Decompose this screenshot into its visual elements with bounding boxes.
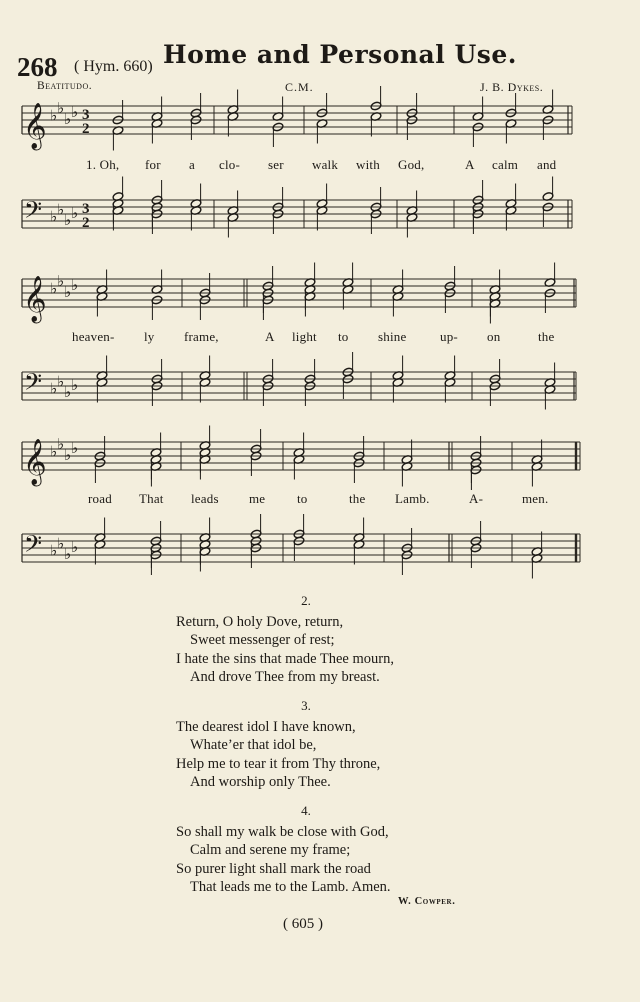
time-signature: 2	[82, 215, 90, 231]
treble-clef-icon: 𝄞	[23, 276, 47, 322]
stanza-number: 4.	[301, 803, 311, 818]
flat-sign: ♭	[71, 376, 79, 394]
flat-sign: ♭	[64, 110, 72, 128]
stanza-2	[176, 592, 436, 687]
lyric-syllable: ser	[268, 157, 284, 172]
bass-clef-icon: 𝄢	[24, 530, 43, 563]
lyric-syllable: heaven-	[72, 329, 115, 344]
flat-sign: ♭	[57, 200, 65, 219]
flat-sign: ♭	[50, 279, 58, 298]
lyric-syllable: a	[189, 157, 195, 172]
stanza-line: Return, O holy Dove, return,	[176, 613, 344, 630]
flat-sign: ♭	[64, 283, 72, 301]
author: W. Cowper.	[398, 896, 456, 907]
stanza-line: Calm and serene my frame;	[190, 842, 351, 859]
flat-sign: ♭	[64, 211, 72, 229]
time-signature: 3	[82, 107, 90, 123]
stanza-line: Whate’er that idol be,	[190, 737, 317, 754]
lyric-syllable: men.	[522, 491, 549, 506]
flat-sign: ♭	[64, 383, 72, 401]
lyric-syllable: the	[538, 329, 555, 344]
lyric-syllable: light	[292, 329, 317, 344]
section-title: Home and Personal Use.	[163, 40, 517, 69]
flat-sign: ♭	[50, 379, 58, 398]
lyric-syllable: Lamb.	[395, 491, 430, 506]
lyric-syllable: and	[537, 157, 557, 172]
lyric-syllable: to	[338, 329, 349, 344]
stanza-line: And drove Thee from my breast.	[190, 669, 380, 686]
stanza-line: I hate the sins that made Thee mourn,	[176, 650, 394, 667]
stanza-line: That leads me to the Lamb. Amen.	[190, 879, 391, 896]
flat-sign: ♭	[64, 545, 72, 563]
flat-sign: ♭	[50, 541, 58, 560]
flat-sign: ♭	[57, 435, 65, 453]
lyric-syllable: for	[145, 157, 161, 172]
flat-sign: ♭	[50, 106, 58, 125]
lyric-syllable: the	[349, 491, 366, 506]
lyric-syllable: on	[487, 329, 501, 344]
bass-clef-icon: 𝄢	[24, 368, 43, 401]
flat-sign: ♭	[50, 442, 58, 461]
lyric-syllable: 1. Oh,	[86, 157, 120, 172]
stanza-number: 3.	[301, 698, 311, 713]
flat-sign: ♭	[57, 272, 65, 290]
stanza-line: And worship only Thee.	[190, 774, 331, 791]
lyric-syllable: calm	[492, 157, 519, 172]
hymn-number: 268	[17, 52, 58, 82]
flat-sign: ♭	[57, 99, 65, 117]
flat-sign: ♭	[71, 538, 79, 556]
lyric-syllable: frame,	[184, 329, 219, 344]
stanza-3	[176, 697, 436, 792]
lyric-syllable: shine	[378, 329, 407, 344]
stanza-line: Help me to tear it from Thy throne,	[176, 755, 381, 772]
lyric-syllable: That	[139, 491, 164, 506]
stanza-number: 2.	[301, 593, 311, 608]
lyric-syllable: up-	[440, 329, 458, 344]
stanza-4	[176, 802, 436, 897]
flat-sign: ♭	[71, 439, 79, 457]
flat-sign: ♭	[64, 446, 72, 464]
stanza-line: The dearest idol I have known,	[176, 718, 356, 735]
hymn-reference: ( Hym. 660)	[74, 58, 153, 75]
time-signature: 2	[82, 121, 90, 137]
flat-sign: ♭	[57, 372, 65, 391]
lyric-syllable: leads	[191, 491, 219, 506]
lyric-syllable: A	[465, 157, 475, 172]
lyric-syllable: me	[249, 491, 266, 506]
lyric-syllable: A-	[469, 491, 484, 506]
flat-sign: ♭	[50, 207, 58, 226]
bass-clef-icon: 𝄢	[24, 196, 43, 229]
stanza-line: So purer light shall mark the road	[176, 860, 371, 877]
lyric-syllable: A	[265, 329, 275, 344]
lyric-syllable: walk	[312, 157, 339, 172]
flat-sign: ♭	[71, 204, 79, 222]
lyric-syllable: God,	[398, 157, 425, 172]
flat-sign: ♭	[57, 534, 65, 553]
lyric-syllable: with	[356, 157, 380, 172]
stanza-line: Sweet messenger of rest;	[190, 632, 335, 649]
lyric-syllable: clo-	[219, 157, 241, 172]
flat-sign: ♭	[71, 276, 79, 294]
time-signature: 3	[82, 201, 90, 217]
tune-name: Beatitudo.	[37, 80, 93, 92]
flat-sign: ♭	[71, 103, 79, 121]
lyric-syllable: to	[297, 491, 308, 506]
meter: C.M.	[285, 80, 314, 94]
lyric-syllable: ly	[144, 329, 155, 344]
treble-clef-icon: 𝄞	[23, 439, 47, 485]
stanza-line: So shall my walk be close with God,	[176, 823, 389, 840]
page-number: ( 605 )	[283, 916, 323, 932]
treble-clef-icon: 𝄞	[23, 103, 47, 149]
lyric-syllable: road	[88, 491, 112, 506]
composer: J. B. Dykes.	[480, 80, 544, 94]
